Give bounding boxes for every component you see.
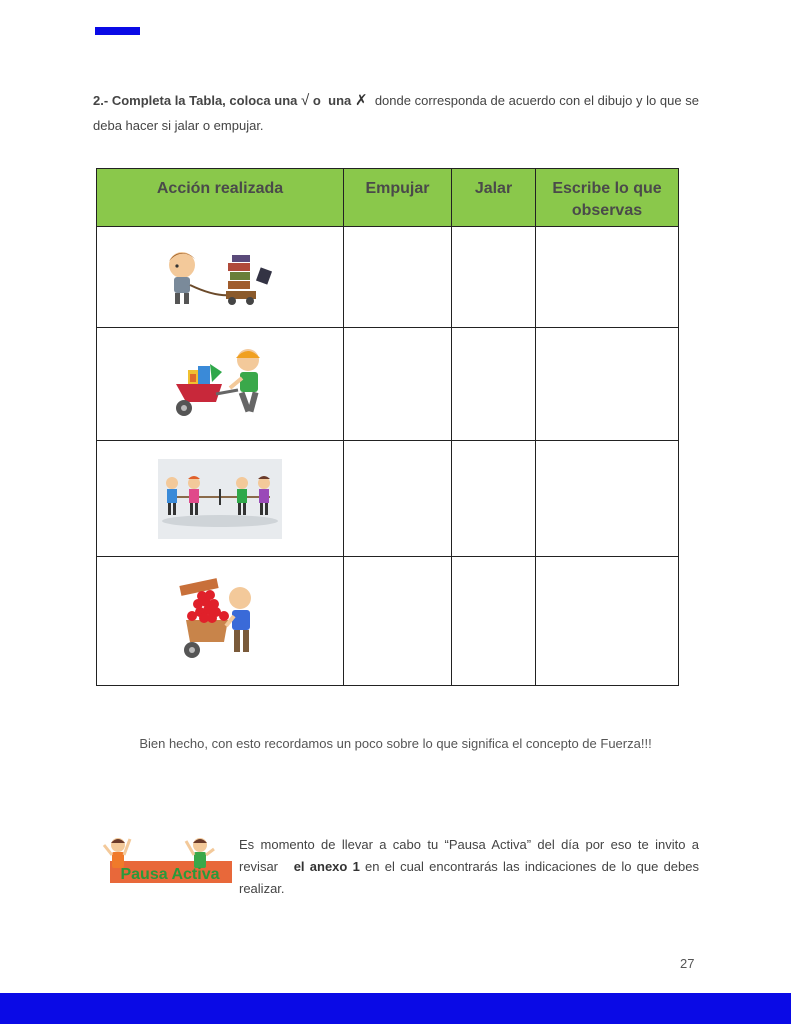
pausa-activa-logo [100, 831, 234, 893]
page-number: 27 [680, 956, 695, 971]
jalar-cell[interactable] [452, 227, 536, 328]
action-image-cell [97, 441, 344, 557]
header-accion: Acción realizada [97, 169, 344, 227]
instruction-paragraph [93, 88, 699, 138]
boy-pushing-wheelbarrow-illustration [168, 344, 272, 424]
header-jalar: Jalar [452, 169, 536, 227]
empujar-cell[interactable] [344, 557, 452, 686]
activity-table [96, 168, 679, 686]
tug-of-war-illustration [158, 459, 282, 539]
check-mark-icon: √ [301, 92, 310, 109]
jalar-cell[interactable] [452, 328, 536, 441]
empujar-cell[interactable] [344, 227, 452, 328]
empujar-cell[interactable] [344, 328, 452, 441]
summary-text: Bien hecho, con esto recordamos un poco sobre lo que significa el concepto de Fuerza!!! [139, 736, 652, 751]
instruction-una: una [328, 93, 352, 108]
pausa-activa-paragraph [239, 834, 699, 900]
pausa-logo-text: Pausa Activa [120, 866, 220, 883]
observas-cell[interactable] [536, 328, 679, 441]
header-accent-bar [95, 27, 140, 35]
jalar-cell[interactable] [452, 441, 536, 557]
boy-pulling-cart-illustration [160, 245, 280, 309]
table-row [97, 441, 679, 557]
empujar-cell[interactable] [344, 441, 452, 557]
action-image-cell [97, 227, 344, 328]
action-image-cell [97, 557, 344, 686]
instruction-lead: 2.- Completa la Tabla, coloca una [93, 93, 298, 108]
header-empujar: Empujar [344, 169, 452, 227]
action-image-cell [97, 328, 344, 441]
instruction-o: o [312, 93, 321, 108]
table-row [97, 328, 679, 441]
footer-accent-bar [0, 993, 791, 1024]
header-observas: Escribe lo que observas [536, 169, 679, 227]
jalar-cell[interactable] [452, 557, 536, 686]
table-row [97, 557, 679, 686]
cross-mark-icon: ✗ [354, 92, 368, 109]
pausa-text-2: en el cual encontrarás las indicaciones de lo que debes realizar. [239, 859, 700, 896]
boy-pushing-apples-illustration [178, 576, 262, 666]
table-row [97, 227, 679, 328]
instruction-rest: donde corresponda de acuerdo con el dibujo y lo que se deba hacer si jalar o empujar. [93, 93, 699, 133]
table-header-row [97, 169, 679, 227]
pausa-text-1: Es momento de llevar a cabo tu “Pausa Activa” del día por eso te invito a revisar [239, 837, 699, 874]
observas-cell[interactable] [536, 441, 679, 557]
pausa-annex-link: el anexo 1 [293, 859, 360, 874]
observas-cell[interactable] [536, 227, 679, 328]
observas-cell[interactable] [536, 557, 679, 686]
